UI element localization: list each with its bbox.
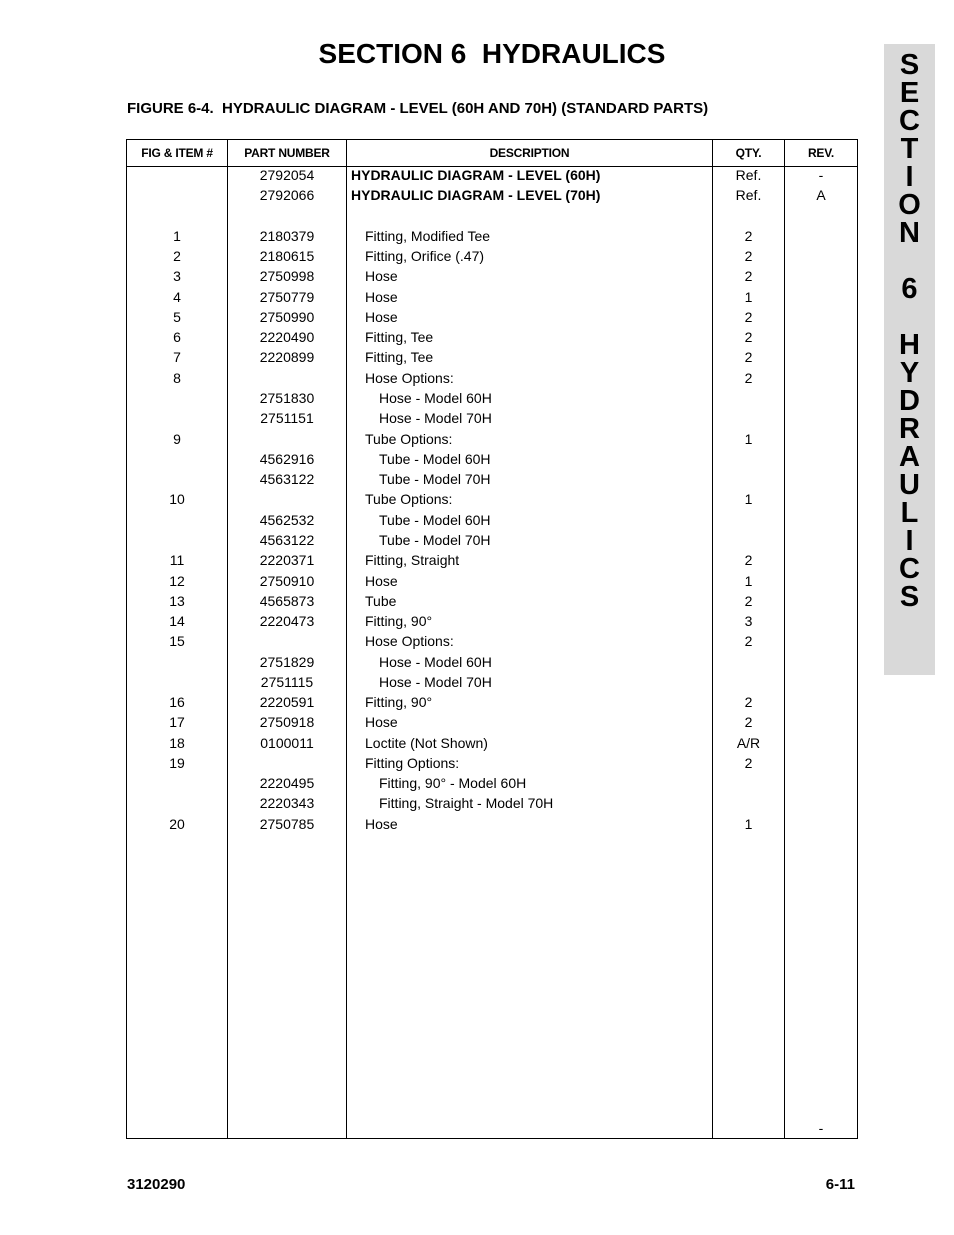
side-tab-letter: C: [899, 105, 920, 137]
rev-cell: -: [818, 167, 824, 183]
qty-cell: Ref.: [735, 187, 762, 203]
fig-item-cell: 15: [169, 633, 185, 649]
rev-mark: -: [818, 1120, 824, 1136]
side-tab-letter: E: [899, 77, 920, 109]
fig-item-cell: 10: [169, 491, 185, 507]
side-tab-letter: N: [899, 217, 920, 249]
part-number-cell: 2750990: [259, 309, 315, 325]
table-row: [127, 712, 857, 732]
side-tab-letter: R: [899, 413, 920, 445]
part-number-cell: 2220591: [259, 694, 315, 710]
description-cell: Fitting, Tee: [365, 329, 434, 345]
description-cell: Tube - Model 60H: [379, 451, 491, 467]
table-row: [127, 611, 857, 631]
fig-item-cell: 4: [173, 289, 181, 305]
qty-cell: 2: [744, 694, 753, 710]
side-tab-letter: I: [905, 161, 914, 193]
table-row: [127, 753, 857, 773]
table-row: [127, 347, 857, 367]
part-number-cell: 2220371: [259, 552, 315, 568]
part-number-cell: 2750910: [259, 573, 315, 589]
description-cell: Fitting Options:: [365, 755, 460, 771]
table-row: [127, 266, 857, 286]
qty-cell: 2: [744, 349, 753, 365]
table-row: [127, 226, 857, 246]
description-cell: Loctite (Not Shown): [365, 735, 488, 751]
description-cell: Fitting, Straight - Model 70H: [379, 795, 554, 811]
description-cell: Fitting, 90° - Model 60H: [379, 775, 527, 791]
table-row: [127, 733, 857, 753]
description-cell: Tube Options:: [365, 491, 453, 507]
description-cell: Hose Options:: [365, 633, 454, 649]
part-number-cell: 2751115: [260, 674, 314, 690]
table-row: [127, 307, 857, 327]
column-header-fig-item: FIG & ITEM #: [141, 146, 213, 160]
part-number-cell: 2751151: [260, 410, 314, 426]
part-number-cell: 2220899: [259, 349, 315, 365]
description-cell: Fitting, 90°: [365, 613, 433, 629]
side-tab-letter: L: [900, 497, 919, 529]
fig-item-cell: 11: [169, 552, 185, 568]
fig-item-cell: 3: [173, 268, 181, 284]
description-cell: Fitting, Orifice (.47): [365, 248, 485, 264]
page-number: 6-11: [825, 1176, 855, 1193]
part-number-cell: 4563122: [259, 532, 315, 548]
part-number-cell: 4562532: [259, 512, 315, 528]
table-row: [127, 571, 857, 591]
qty-cell: 2: [744, 329, 753, 345]
side-tab-letter: T: [900, 133, 919, 165]
side-tab-letter: I: [905, 525, 914, 557]
table-row: [127, 550, 857, 570]
part-number-cell: 0100011: [260, 735, 314, 751]
table-row: [127, 489, 857, 509]
fig-item-cell: 16: [169, 694, 185, 710]
column-header-part-number: PART NUMBER: [244, 146, 330, 160]
part-number-cell: 4565873: [259, 593, 315, 609]
part-number-cell: 2792054: [259, 167, 315, 183]
side-tab-letter: C: [899, 553, 920, 585]
fig-item-cell: 20: [169, 816, 185, 832]
qty-cell: 2: [744, 714, 753, 730]
qty-cell: 2: [744, 248, 753, 264]
description-cell: Hose: [365, 573, 398, 589]
table-row: [127, 530, 857, 550]
side-tab-letter: A: [899, 441, 920, 473]
description-cell: Fitting, Tee: [365, 349, 434, 365]
side-tab-letter: O: [898, 189, 921, 221]
table-row: [127, 246, 857, 266]
part-number-cell: 2750785: [259, 816, 315, 832]
description-cell: Hose - Model 60H: [379, 654, 492, 670]
table-row: [127, 287, 857, 307]
description-cell: Fitting, 90°: [365, 694, 433, 710]
table-row: [127, 165, 857, 185]
qty-cell: 2: [744, 593, 753, 609]
table-row: [127, 449, 857, 469]
column-header-rev: REV.: [807, 146, 835, 160]
table-row: [127, 185, 857, 205]
qty-cell: 2: [744, 309, 753, 325]
qty-cell: 2: [744, 228, 753, 244]
description-cell: Hose: [365, 268, 398, 284]
fig-item-cell: 19: [169, 755, 185, 771]
part-number-cell: 2751829: [259, 654, 315, 670]
description-cell: Tube - Model 60H: [379, 512, 491, 528]
part-number-cell: 2220473: [259, 613, 315, 629]
part-number-cell: 4563122: [259, 471, 315, 487]
fig-item-cell: 1: [173, 228, 181, 244]
description-cell: Hose - Model 70H: [379, 674, 492, 690]
side-tab-letter: H: [899, 329, 920, 361]
fig-item-cell: 17: [169, 714, 185, 730]
qty-cell: 2: [744, 268, 753, 284]
description-cell: Hose: [365, 289, 398, 305]
part-number-cell: 2180379: [259, 228, 315, 244]
qty-cell: 2: [744, 633, 753, 649]
table-row: [127, 429, 857, 449]
description-cell: HYDRAULIC DIAGRAM - LEVEL (70H): [351, 187, 601, 203]
description-cell: Hose - Model 70H: [379, 410, 492, 426]
fig-item-cell: 6: [173, 329, 181, 345]
description-cell: Hose Options:: [365, 370, 454, 386]
section-title: SECTION 6 HYDRAULICS: [318, 38, 666, 69]
section-side-tab: [884, 44, 935, 675]
description-cell: Fitting, Straight: [365, 552, 460, 568]
description-cell: Hose: [365, 714, 398, 730]
description-cell: Tube - Model 70H: [379, 471, 491, 487]
table-row: [127, 368, 857, 388]
table-row: [127, 814, 857, 834]
part-number-cell: 2750998: [259, 268, 315, 284]
side-tab-letter: S: [899, 49, 920, 81]
column-header-qty: QTY.: [735, 146, 762, 160]
fig-item-cell: 12: [169, 573, 185, 589]
part-number-cell: 2220490: [259, 329, 315, 345]
description-cell: Hose - Model 60H: [379, 390, 492, 406]
table-row: [127, 327, 857, 347]
qty-cell: 2: [744, 755, 753, 771]
qty-cell: 2: [744, 370, 753, 386]
table-row: [127, 672, 857, 692]
description-cell: Tube: [365, 593, 397, 609]
table-footer-row: [127, 1118, 857, 1138]
description-cell: Fitting, Modified Tee: [365, 228, 491, 244]
description-cell: HYDRAULIC DIAGRAM - LEVEL (60H): [351, 167, 601, 183]
table-row: [127, 388, 857, 408]
part-number-cell: 2180615: [259, 248, 315, 264]
qty-cell: A/R: [736, 735, 761, 751]
side-tab-letter: 6: [901, 273, 918, 305]
description-cell: Hose: [365, 816, 398, 832]
qty-cell: 1: [744, 816, 753, 832]
part-number-cell: 2750779: [259, 289, 315, 305]
column-header-description: DESCRIPTION: [489, 146, 570, 160]
part-number-cell: 2751830: [259, 390, 315, 406]
description-cell: Tube - Model 70H: [379, 532, 491, 548]
fig-item-cell: 5: [173, 309, 181, 325]
table-row: [127, 408, 857, 428]
qty-cell: 1: [744, 573, 753, 589]
side-tab-letter: Y: [899, 357, 920, 389]
part-number-cell: 4562916: [259, 451, 315, 467]
side-tab-letter: U: [899, 469, 920, 501]
side-tab-letter: D: [899, 385, 920, 417]
table-row: [127, 692, 857, 712]
description-cell: Tube Options:: [365, 431, 453, 447]
part-number-cell: 2792066: [259, 187, 315, 203]
qty-cell: 1: [744, 431, 753, 447]
table-row: [127, 591, 857, 611]
document-number: 3120290: [127, 1176, 186, 1193]
fig-item-cell: 18: [169, 735, 185, 751]
part-number-cell: 2220495: [259, 775, 315, 791]
table-row: [127, 652, 857, 672]
table-row: [127, 773, 857, 793]
fig-item-cell: 13: [169, 593, 185, 609]
part-number-cell: 2220343: [259, 795, 315, 811]
table-row: [127, 510, 857, 530]
qty-cell: 1: [744, 491, 753, 507]
qty-cell: 2: [744, 552, 753, 568]
part-number-cell: 2750918: [259, 714, 315, 730]
description-cell: Hose: [365, 309, 398, 325]
figure-title: FIGURE 6-4. HYDRAULIC DIAGRAM - LEVEL (60H AND 70H) (STANDARD PARTS): [127, 100, 709, 117]
table-row: [127, 631, 857, 651]
table-row: [127, 469, 857, 489]
fig-item-cell: 14: [169, 613, 185, 629]
qty-cell: Ref.: [735, 167, 762, 183]
qty-cell: 1: [744, 289, 753, 305]
qty-cell: 3: [744, 613, 753, 629]
fig-item-cell: 8: [173, 370, 181, 386]
table-row: [127, 793, 857, 813]
parts-table: [126, 139, 858, 1139]
fig-item-cell: 9: [173, 431, 181, 447]
fig-item-cell: 2: [173, 248, 181, 264]
fig-item-cell: 7: [173, 349, 181, 365]
side-tab-letter: S: [899, 581, 920, 613]
rev-cell: A: [816, 187, 826, 203]
